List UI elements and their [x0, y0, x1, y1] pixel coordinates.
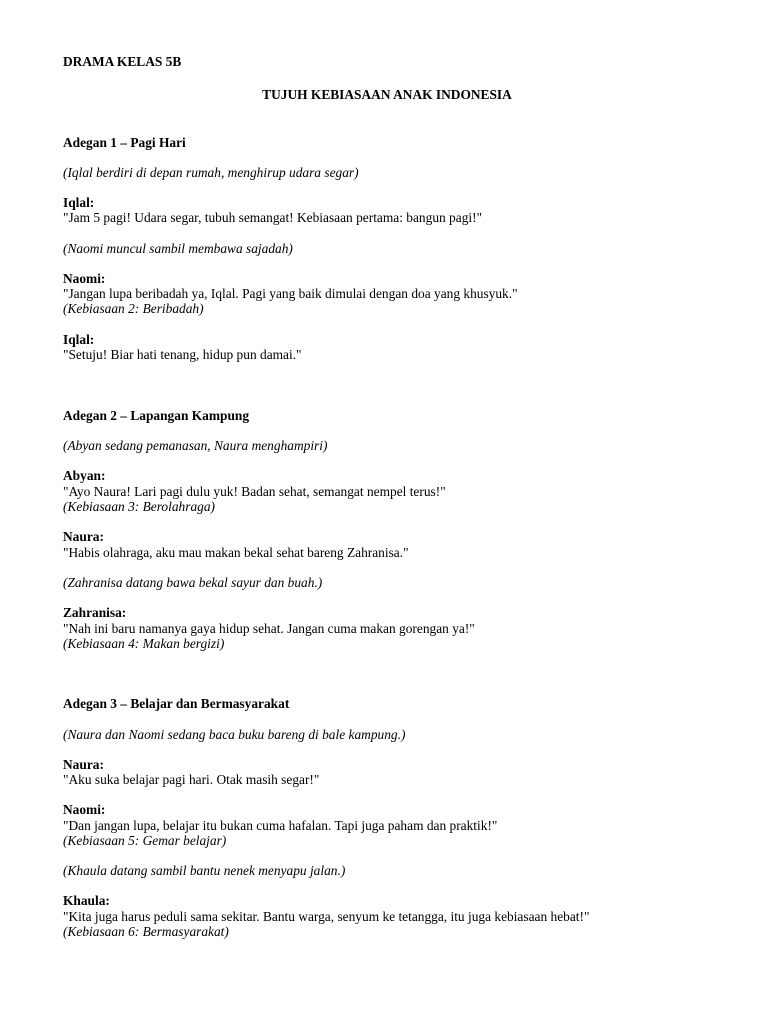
scene1-stage-direction: (Naomi muncul sambil membawa sajadah)	[63, 241, 293, 256]
scene3-habit-note: (Kebiasaan 6: Bermasyarakat)	[63, 924, 229, 939]
document-header: DRAMA KELAS 5B	[63, 54, 182, 69]
scene2-stage-direction: (Abyan sedang pemanasan, Naura menghampiri)	[63, 438, 328, 453]
scene2-habit-note: (Kebiasaan 4: Makan bergizi)	[63, 636, 225, 651]
scene2-stage-direction: (Zahranisa datang bawa bekal sayur dan buah.)	[63, 575, 323, 590]
scene2-dialogue-zahranisa: "Nah ini baru namanya gaya hidup sehat. Jangan cuma makan gorengan ya!"	[63, 621, 475, 636]
scene3-speaker-khaula: Khaula:	[63, 893, 110, 908]
scene1-habit-note: (Kebiasaan 2: Beribadah)	[63, 301, 204, 316]
scene2-speaker-zahranisa: Zahranisa:	[63, 605, 127, 620]
scene2-dialogue-abyan: "Ayo Naura! Lari pagi dulu yuk! Badan sehat, semangat nempel terus!"	[63, 484, 446, 499]
scene3-speaker-naomi: Naomi:	[63, 802, 106, 817]
scene2-habit-note: (Kebiasaan 3: Berolahraga)	[63, 499, 215, 514]
scene1-stage-direction: (Iqlal berdiri di depan rumah, menghirup udara segar)	[63, 165, 359, 180]
scene2-speaker-naura: Naura:	[63, 529, 104, 544]
scene3-dialogue-khaula: "Kita juga harus peduli sama sekitar. Bantu warga, senyum ke tetangga, itu juga kebiasaan hebat!"	[63, 909, 590, 924]
scene2-dialogue-naura: "Habis olahraga, aku mau makan bekal sehat bareng Zahranisa."	[63, 545, 409, 560]
scene1-dialogue-iqlal: "Setuju! Biar hati tenang, hidup pun damai."	[63, 347, 302, 362]
scene1-dialogue-iqlal: "Jam 5 pagi! Udara segar, tubuh semangat! Kebiasaan pertama: bangun pagi!"	[63, 210, 483, 225]
scene1-speaker-naomi: Naomi:	[63, 271, 106, 286]
scene3-speaker-naura: Naura:	[63, 757, 104, 772]
scene3-dialogue-naura: "Aku suka belajar pagi hari. Otak masih segar!"	[63, 772, 320, 787]
scene1-speaker-iqlal: Iqlal:	[63, 332, 95, 347]
scene3-habit-note: (Kebiasaan 5: Gemar belajar)	[63, 833, 227, 848]
scene1-speaker-iqlal: Iqlal:	[63, 195, 95, 210]
scene1-heading: Adegan 1 – Pagi Hari	[63, 135, 186, 150]
scene2-speaker-abyan: Abyan:	[63, 468, 106, 483]
scene3-heading: Adegan 3 – Belajar dan Bermasyarakat	[63, 696, 290, 711]
scene3-stage-direction: (Naura dan Naomi sedang baca buku bareng di bale kampung.)	[63, 727, 406, 742]
document-title: TUJUH KEBIASAAN ANAK INDONESIA	[262, 87, 512, 102]
scene3-dialogue-naomi: "Dan jangan lupa, belajar itu bukan cuma hafalan. Tapi juga paham dan praktik!"	[63, 818, 498, 833]
scene1-dialogue-naomi: "Jangan lupa beribadah ya, Iqlal. Pagi yang baik dimulai dengan doa yang khusyuk."	[63, 286, 518, 301]
scene3-stage-direction: (Khaula datang sambil bantu nenek menyapu jalan.)	[63, 863, 346, 878]
scene2-heading: Adegan 2 – Lapangan Kampung	[63, 408, 250, 423]
